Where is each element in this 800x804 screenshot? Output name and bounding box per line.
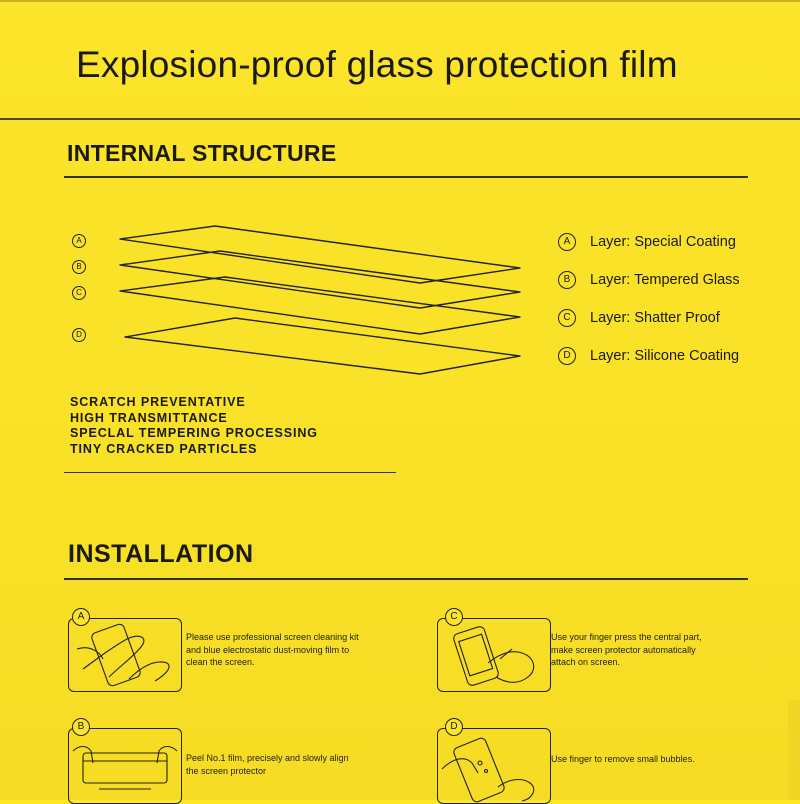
step-text-line: Please use professional screen cleaning kit [186, 632, 359, 642]
legend-label: Layer: Silicone Coating [590, 348, 740, 364]
step-text-line: the screen protector [186, 765, 267, 776]
step-d-illustration [437, 728, 551, 804]
legend-letter: D [558, 347, 576, 365]
step-text-line: Peel No.1 film, precisely and slowly align [186, 753, 349, 763]
step-text-line: attach on screen. [551, 657, 621, 667]
step-c-badge: C [445, 608, 463, 626]
features-divider [64, 472, 396, 473]
legend-letter: C [558, 309, 576, 327]
package-edge [788, 700, 800, 800]
diagram-letter-a: A [72, 234, 86, 248]
legend-label: Layer: Tempered Glass [590, 272, 740, 288]
step-b-badge: B [72, 718, 90, 736]
step-text-line: make screen protector automatically [551, 644, 696, 655]
step-d-text [551, 753, 695, 766]
internal-structure-heading: INTERNAL STRUCTURE [67, 140, 337, 166]
phone-bubbles-icon [438, 729, 550, 803]
phone-cleaning-icon [69, 619, 181, 691]
installation-heading: INSTALLATION [68, 540, 254, 568]
phone-press-icon [438, 619, 550, 691]
legend-item-d [558, 347, 739, 367]
step-text-line: Use finger to remove small bubbles. [551, 754, 695, 764]
step-text-line: and blue electrostatic dust-moving film to [186, 644, 350, 655]
step-a-badge: A [72, 608, 90, 626]
step-b-illustration [68, 728, 182, 804]
feature-item: SPECLAL TEMPERING PROCESSING [70, 426, 318, 440]
feature-item: HIGH TRANSMITTANCE [70, 410, 228, 425]
diagram-letter-d: D [72, 328, 86, 342]
legend-label: Layer: Shatter Proof [590, 310, 720, 326]
step-text-line: Use your finger press the central part, [551, 632, 702, 642]
installation-divider [64, 578, 748, 580]
step-a-text [186, 631, 359, 669]
step-c-text [551, 631, 702, 669]
step-a-illustration [68, 618, 182, 692]
feature-item: SCRATCH PREVENTATIVE [70, 395, 246, 409]
feature-item: TINY CRACKED PARTICLES [70, 441, 258, 456]
step-c-illustration [437, 618, 551, 692]
diagram-letter-b: B [72, 260, 86, 274]
legend-letter: A [558, 233, 576, 251]
feature-list [70, 395, 318, 457]
legend-item-b [558, 271, 740, 291]
diagram-letter-c: C [72, 286, 86, 300]
legend-label: Layer: Special Coating [590, 234, 736, 250]
phone-align-icon [69, 729, 181, 803]
layer-c-sheet [120, 277, 520, 334]
step-d-badge: D [445, 718, 463, 736]
legend-item-a [558, 233, 736, 253]
page-title: Explosion-proof glass protection film [76, 44, 678, 85]
layer-a-sheet [120, 226, 520, 283]
legend-item-c [558, 309, 720, 329]
step-b-text [186, 752, 349, 777]
step-text-line: clean the screen. [186, 657, 255, 667]
legend-letter: B [558, 271, 576, 289]
